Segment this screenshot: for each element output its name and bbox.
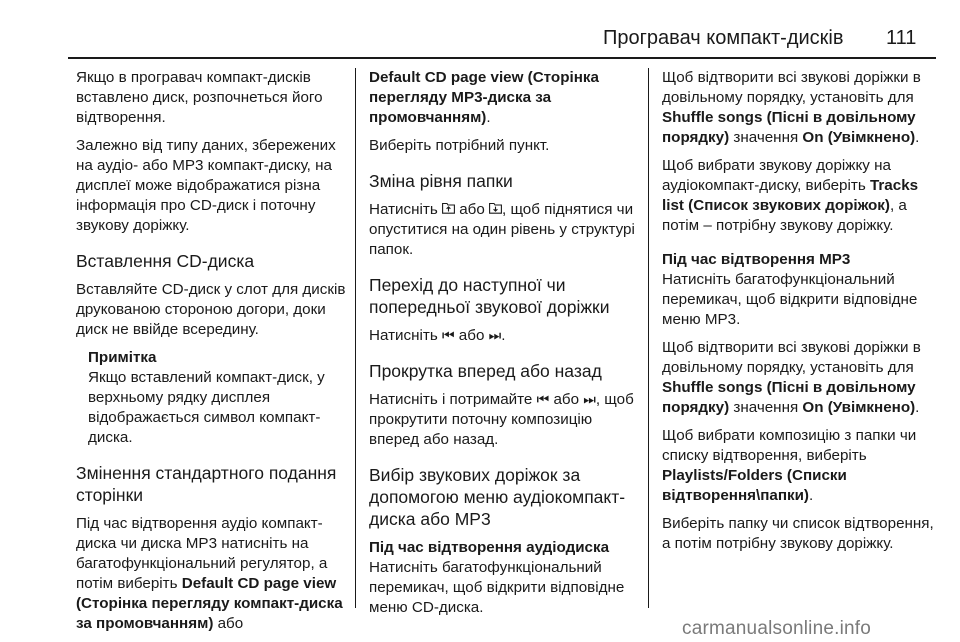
column-3 xyxy=(662,68,936,562)
note-title: Примітка xyxy=(88,349,157,366)
text-run: Щоб вибрати композицію з папки чи списку відтворення, виберіть xyxy=(662,427,917,464)
text-run: . xyxy=(486,109,491,126)
select-folder-paragraph: Виберіть папку чи список відтворення, а потім потрібну звукову доріжку. xyxy=(662,515,934,552)
heading-folder-level: Зміна рівня папки xyxy=(369,171,513,191)
menu-option-shuffle: Shuffle songs (Пісні в довільному порядку) xyxy=(662,109,916,146)
column-divider-1 xyxy=(355,68,356,608)
text-run: . xyxy=(501,327,506,344)
text-run: . xyxy=(915,129,920,146)
skip-next-icon: ⏭ xyxy=(488,328,502,344)
text-run: Натисніть xyxy=(369,327,442,344)
watermark-text: carmanualsonline.info xyxy=(682,618,872,639)
tracks-list-paragraph xyxy=(662,156,936,236)
page-number: 111 xyxy=(886,27,917,49)
next-prev-paragraph xyxy=(369,326,639,346)
menu-option-playlists-folders: Playlists/Folders (Списки відтворення\папки) xyxy=(662,467,847,504)
heading-insert-cd: Вставлення CD-диска xyxy=(76,251,255,271)
text-run: Щоб вибрати звукову доріжку на аудіокомпакт-диску, виберіть xyxy=(662,157,891,194)
text-run: Під час відтворення аудіо компакт-диска чи диска MP3 натисніть на багатофункціональний регулятор, а потім виберіть xyxy=(76,515,328,592)
menu-option-tracks-list: Tracks list (Список звукових доріжок) xyxy=(662,177,919,214)
text-run: або xyxy=(213,615,244,632)
column-divider-2 xyxy=(648,68,649,608)
text-run: або xyxy=(454,327,489,344)
text-run: , щоб піднятися чи опуститися на один рівень у структурі папок. xyxy=(369,201,635,258)
insert-paragraph: Вставляйте CD-диск у слот для дисків друкованою стороною догори, доки диск не ввійде всередину. xyxy=(76,281,346,338)
text-run: Щоб відтворити всі звукові доріжки в довільному порядку, установіть для xyxy=(662,339,921,376)
skip-previous-icon: ⏮ xyxy=(536,392,550,408)
text-run: . xyxy=(915,399,920,416)
intro-paragraph: Якщо в програвач компакт-дисків вставлено диск, розпочнеться його відтворення. xyxy=(76,69,323,126)
text-run: або xyxy=(454,201,489,218)
heading-default-view: Змінення стандартного подання сторінки xyxy=(76,463,337,505)
text-run: Натисніть xyxy=(369,201,442,218)
menu-value-on: On (Увімкнено) xyxy=(802,399,916,416)
note-text: Якщо вставлений компакт-диск, у верхньому рядку дисплея відображається символ компакт-диска. xyxy=(88,369,325,446)
menu-option-shuffle: Shuffle songs (Пісні в довільному порядку) xyxy=(662,379,916,416)
page-title: Програвач компакт-дисків xyxy=(603,27,844,49)
playlists-paragraph xyxy=(662,426,936,506)
scroll-paragraph xyxy=(369,390,639,450)
text-run: Щоб відтворити всі звукові доріжки в довільному порядку, установіть для xyxy=(662,69,921,106)
column-2 xyxy=(369,68,639,626)
text-run: значення xyxy=(729,399,803,416)
heading-track-menu: Вибір звукових доріжок за допомогою меню аудіокомпакт-диска або MP3 xyxy=(369,465,626,529)
text-run: значення xyxy=(729,129,803,146)
shuffle-cd-paragraph xyxy=(662,68,936,148)
mp3-menu-paragraph: Натисніть багатофункціональний перемикач, щоб відкрити відповідне меню MP3. xyxy=(662,271,918,328)
folder-level-paragraph xyxy=(369,200,639,260)
header-rule xyxy=(68,57,936,59)
text-run: , а потім – потрібну звукову доріжку. xyxy=(662,197,907,234)
default-mp3-paragraph xyxy=(369,68,639,128)
text-run: або xyxy=(549,391,584,408)
menu-value-on: On (Увімкнено) xyxy=(802,129,916,146)
audio-menu-paragraph: Натисніть багатофункціональний перемикач, щоб відкрити відповідне меню CD-диска. xyxy=(369,559,625,616)
select-option-paragraph: Виберіть потрібний пункт. xyxy=(369,137,550,154)
text-run: Натисніть і потримайте xyxy=(369,391,537,408)
default-view-paragraph xyxy=(76,514,346,634)
column-1 xyxy=(76,68,346,642)
menu-option-default-mp3: Default CD page view (Сторінка перегляду MP3-диска за промовчанням) xyxy=(369,69,599,126)
skip-next-icon: ⏭ xyxy=(583,392,596,408)
text-run: , щоб прокрутити поточну композицію вперед або назад. xyxy=(369,391,634,448)
heading-scroll: Прокрутка вперед або назад xyxy=(369,361,602,381)
info-paragraph: Залежно від типу даних, збережених на аудіо- або MP3 компакт-диску, на дисплеї може відображатися різна інформація про CD-диск і поточну звукову доріжку. xyxy=(76,137,336,234)
note-box xyxy=(88,348,346,448)
shuffle-mp3-paragraph xyxy=(662,338,936,418)
subheading-mp3: Під час відтворення MP3 xyxy=(662,251,851,268)
text-run: . xyxy=(809,487,814,504)
folder-down-icon xyxy=(489,200,502,220)
folder-up-icon xyxy=(442,200,455,220)
skip-previous-icon: ⏮ xyxy=(441,328,455,344)
menu-option-default-cd: Default CD page view (Сторінка перегляду компакт-диска за промовчанням) xyxy=(76,575,343,632)
page-header xyxy=(0,0,960,60)
subheading-audio-cd: Під час відтворення аудіодиска xyxy=(369,539,610,556)
heading-next-prev-track: Перехід до наступної чи попередньої звукової доріжки xyxy=(369,275,610,317)
